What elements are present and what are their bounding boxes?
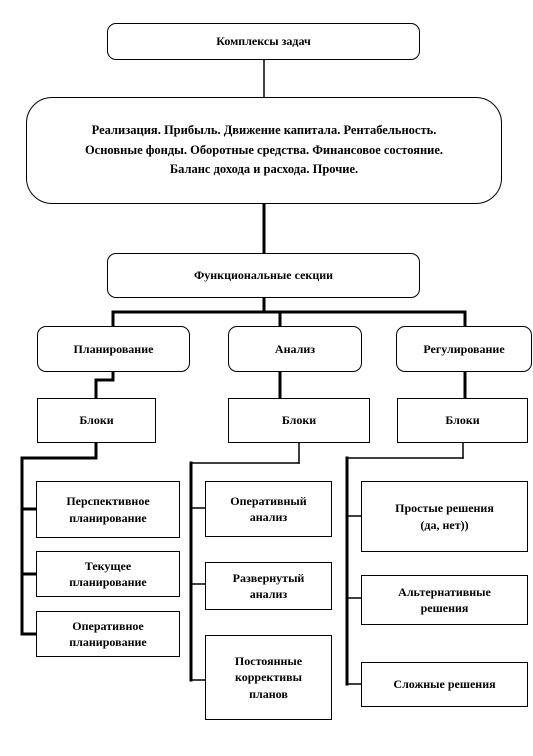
planning-item (36, 551, 180, 597)
item-line: коррективы (234, 670, 302, 685)
tasks-node (26, 97, 502, 204)
item-line: анализ (249, 587, 288, 601)
item-line: Развернутый (232, 570, 305, 585)
sections-label: Функциональные секции (193, 268, 334, 283)
item-line: планирование (69, 510, 147, 525)
item-line: Альтернативные (398, 584, 491, 599)
tasks-text (85, 121, 443, 179)
planning-label: Планирование (73, 341, 154, 356)
analysis-blocks (228, 398, 370, 443)
analysis-item (205, 562, 332, 610)
planning-item (36, 481, 180, 538)
item-line: Перспективное (66, 494, 150, 509)
regulation-item (361, 575, 528, 625)
blocks-label: Блоки (281, 413, 317, 428)
top-node (107, 23, 420, 60)
blocks-label: Блоки (79, 413, 114, 428)
regulation-item (361, 481, 528, 552)
item-line: Текущее (84, 558, 132, 573)
planning-blocks (37, 398, 156, 443)
tasks-line: Основные фонды. Оборотные средства. Финансовое состояние. (84, 142, 444, 157)
regulation-label: Регулирование (423, 341, 505, 356)
regulation-blocks (397, 398, 528, 443)
analysis-label: Анализ (274, 341, 316, 356)
planning-item (36, 611, 180, 657)
analysis-item (205, 635, 332, 720)
item-line: Оперативный (230, 493, 307, 508)
item-line: планирование (69, 575, 147, 589)
item-line: планов (249, 686, 288, 701)
top-node-label: Комплексы задач (216, 34, 311, 49)
sections-node (107, 253, 420, 298)
blocks-label: Блоки (445, 413, 480, 428)
item-line: Оперативное (72, 618, 144, 633)
item-line: планирование (69, 635, 147, 649)
analysis-node (228, 326, 362, 372)
item-line: (да, нет)) (420, 517, 469, 532)
item-line: решения (420, 601, 469, 615)
item-line: анализ (249, 510, 288, 524)
tasks-line: Реализация. Прибыль. Движение капитала. Рентабельность. (91, 123, 437, 138)
item-line: Сложные решения (393, 677, 496, 692)
regulation-node (396, 326, 532, 372)
item-line: Постоянные (234, 654, 303, 669)
regulation-item (361, 662, 528, 707)
analysis-item (205, 481, 332, 537)
planning-node (37, 326, 190, 372)
item-line: Простые решения (395, 501, 494, 516)
tasks-line: Баланс дохода и расхода. Прочие. (169, 162, 359, 177)
